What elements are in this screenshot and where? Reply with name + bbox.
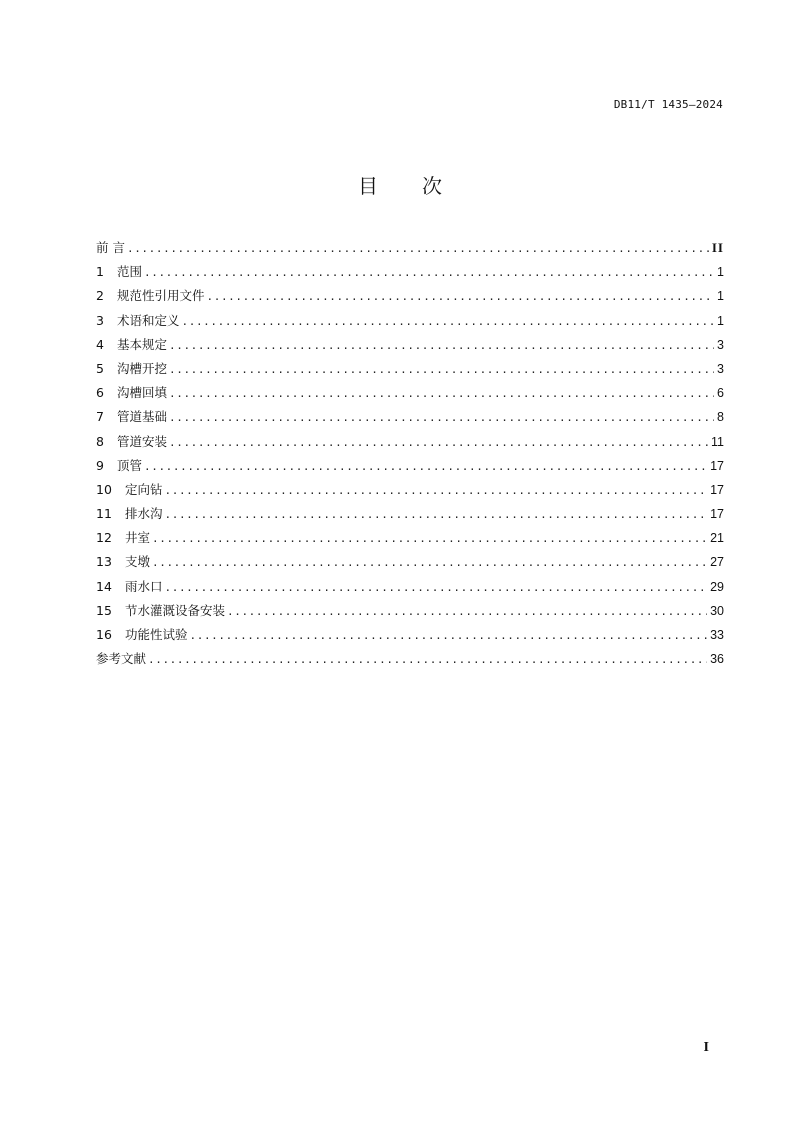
toc-page-number: 17 xyxy=(710,482,724,497)
toc-label: 范围 xyxy=(117,264,143,280)
toc-label: 规范性引用文件 xyxy=(117,288,205,304)
toc-entry-8[interactable] xyxy=(96,430,724,454)
toc-page-number: 21 xyxy=(710,531,724,546)
toc-label: 术语和定义 xyxy=(117,312,180,328)
leader-dots xyxy=(152,551,707,575)
leader-dots xyxy=(169,406,714,430)
leader-dots xyxy=(169,431,708,455)
title-char-1: 目 xyxy=(358,174,378,198)
toc-entry-10[interactable] xyxy=(96,478,724,502)
toc-entry-11[interactable] xyxy=(96,502,724,526)
leader-dots xyxy=(165,503,708,527)
leader-dots xyxy=(148,648,707,672)
leader-dots xyxy=(165,479,708,503)
toc-entry-4[interactable] xyxy=(96,333,724,357)
title-char-2: 次 xyxy=(422,174,442,198)
page-title xyxy=(0,170,800,199)
toc-number: 2 xyxy=(96,288,104,304)
leader-dots xyxy=(227,600,707,624)
leader-dots xyxy=(144,261,714,285)
toc-number: 6 xyxy=(96,385,104,401)
toc-entry-14[interactable] xyxy=(96,575,724,599)
toc-entry-13[interactable] xyxy=(96,550,724,574)
toc-number: 10 xyxy=(96,481,112,497)
toc-number: 13 xyxy=(96,554,112,570)
toc-entry-9[interactable] xyxy=(96,454,724,478)
toc-number: 11 xyxy=(96,506,112,522)
toc-label: 功能性试验 xyxy=(125,627,188,642)
toc-number: 4 xyxy=(96,336,104,352)
leader-dots xyxy=(207,285,715,309)
toc-page-number: 29 xyxy=(710,579,724,594)
toc-entry-foreword[interactable] xyxy=(96,236,724,260)
toc-number: 7 xyxy=(96,409,104,425)
toc-label: 沟槽回填 xyxy=(117,385,168,401)
toc-entry-2[interactable] xyxy=(96,284,724,308)
toc-page-number: 3 xyxy=(717,361,724,376)
toc-label: 节水灌溉设备安装 xyxy=(125,602,226,618)
toc-page-number: 8 xyxy=(717,410,724,425)
toc-entry-15[interactable] xyxy=(96,599,724,623)
leader-dots xyxy=(169,334,714,358)
leader-dots xyxy=(169,358,714,382)
toc-page-number: 17 xyxy=(710,507,724,522)
toc-page-number: 3 xyxy=(717,337,724,352)
toc-label: 井室 xyxy=(125,530,151,546)
toc-label: 基本规定 xyxy=(117,336,168,352)
toc-number: 9 xyxy=(96,457,104,473)
toc-label: 雨水口 xyxy=(125,578,163,594)
table-of-contents xyxy=(96,236,724,671)
toc-page-number: 11 xyxy=(711,434,724,449)
toc-number: 15 xyxy=(96,602,112,618)
toc-entry-6[interactable] xyxy=(96,381,724,405)
toc-entry-1[interactable] xyxy=(96,260,724,284)
toc-number: 1 xyxy=(96,264,104,280)
toc-page-number: 27 xyxy=(710,555,724,570)
toc-number: 3 xyxy=(96,312,104,328)
toc-label: 支墩 xyxy=(125,554,151,570)
toc-number: 12 xyxy=(96,530,112,546)
leader-dots xyxy=(144,455,707,479)
leader-dots xyxy=(152,527,707,551)
toc-page-number: 6 xyxy=(717,386,724,401)
toc-page-number: 1 xyxy=(717,265,724,280)
toc-number: 8 xyxy=(96,433,104,449)
toc-label: 管道基础 xyxy=(117,409,168,425)
toc-entry-7[interactable] xyxy=(96,405,724,429)
toc-number: 14 xyxy=(96,578,112,594)
toc-page-number: 33 xyxy=(710,628,724,642)
toc-page-number: 30 xyxy=(710,603,724,618)
toc-number: 16 xyxy=(96,627,112,642)
toc-page-number: 1 xyxy=(717,313,724,328)
leader-dots xyxy=(169,382,714,406)
toc-entry-references[interactable] xyxy=(96,647,724,671)
toc-number: 5 xyxy=(96,360,104,376)
toc-label: 顶管 xyxy=(117,457,143,473)
toc-entry-5[interactable] xyxy=(96,357,724,381)
toc-label: 定向钻 xyxy=(125,481,163,497)
toc-label: 参考文献 xyxy=(96,651,147,667)
leader-dots xyxy=(127,237,709,261)
toc-label: 前 言 xyxy=(96,240,125,255)
toc-label: 排水沟 xyxy=(125,506,163,522)
leader-dots xyxy=(182,310,715,334)
toc-page-number: 36 xyxy=(710,652,724,667)
toc-label: 沟槽开挖 xyxy=(117,360,168,376)
toc-page-number: II xyxy=(711,240,724,255)
toc-entry-16[interactable] xyxy=(96,623,724,647)
leader-dots xyxy=(165,576,708,600)
page-number: I xyxy=(703,1040,709,1055)
toc-page-number: 1 xyxy=(717,289,724,304)
toc-page-number: 17 xyxy=(710,458,724,473)
document-code: DB11/T 1435—2024 xyxy=(613,98,723,111)
toc-entry-12[interactable] xyxy=(96,526,724,550)
toc-entry-3[interactable] xyxy=(96,309,724,333)
toc-label: 管道安装 xyxy=(117,433,168,449)
leader-dots xyxy=(190,624,708,648)
